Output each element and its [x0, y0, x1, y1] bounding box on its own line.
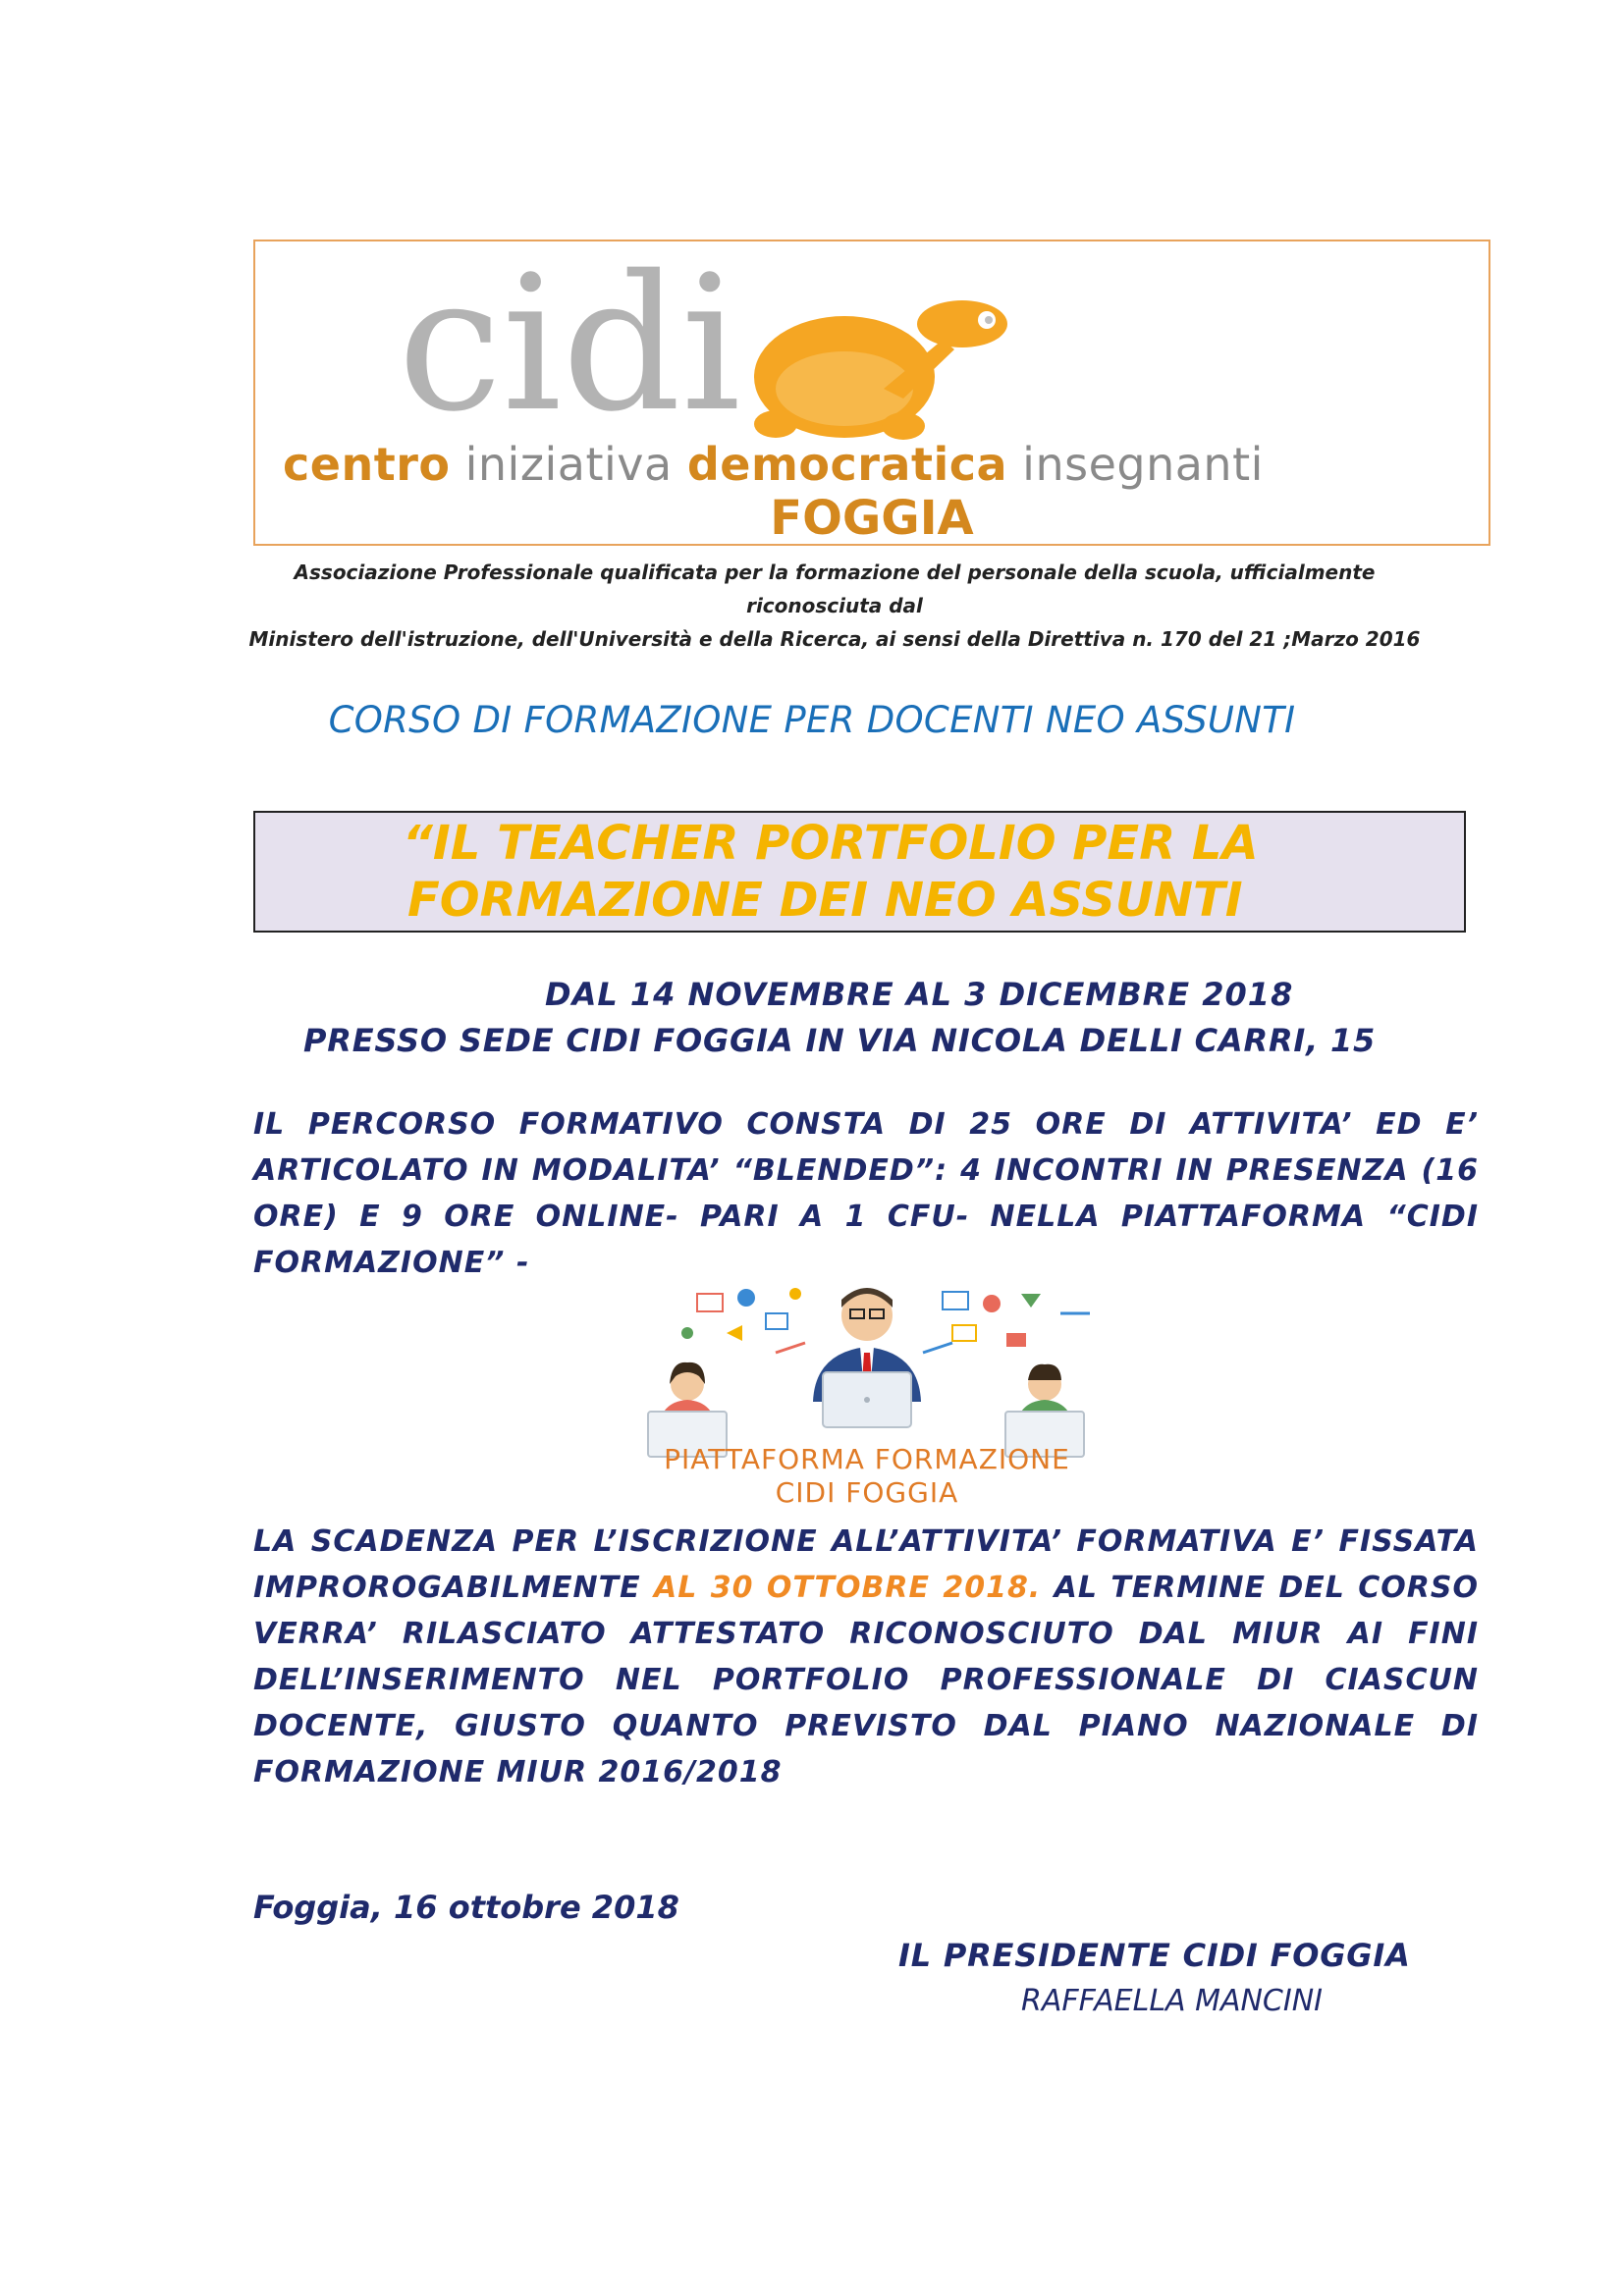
- signature-title: IL PRESIDENTE CIDI FOGGIA: [898, 1937, 1411, 1974]
- logo-subtitle: [283, 438, 1264, 491]
- date-place: Foggia, 16 ottobre 2018: [253, 1889, 679, 1926]
- course-description: IL PERCORSO FORMATIVO CONSTA DI 25 ORE DI ATTIVITA’ ED E’ ARTICOLATO IN MODALITA’ “BLENDED”: 4 INCONTRI IN PRESENZA (16 ORE) E 9 ORE ONLINE- PARI A 1 CFU- NELLA PIATTAFORMA “CIDI FORMAZIONE” -: [253, 1107, 1479, 1280]
- signature-name: RAFFAELLA MANCINI: [1021, 1984, 1324, 2018]
- course-title: CORSO DI FORMAZIONE PER DOCENTI NEO ASSUNTI: [328, 699, 1296, 741]
- platform-sublabel: CIDI FOGGIA: [775, 1476, 959, 1509]
- cidi-wordmark: [398, 241, 741, 453]
- wordmark-text: cidi: [398, 241, 741, 453]
- platform-label: PIATTAFORMA FORMAZIONE: [664, 1443, 1070, 1475]
- enrollment-text-before: LA SCADENZA PER L’ISCRIZIONE ALL’ATTIVITA’ FORMATIVA E’ FISSATA IMPROROGABILMENTE: [253, 1524, 1479, 1605]
- logo-box: [253, 240, 1490, 546]
- association-line-1: Associazione Professionale qualificata per la formazione del personale della scuola, ufficialmente riconosciuta dal: [294, 561, 1376, 617]
- course-name-box: [253, 811, 1466, 933]
- deadline-highlight: AL 30 OTTOBRE 2018.: [654, 1571, 1042, 1605]
- logo-word-iniziativa: iniziativa: [450, 438, 687, 491]
- logo-word-democratica: democratica: [686, 438, 1008, 491]
- logo-word-centro: centro: [283, 438, 451, 491]
- course-dates: DAL 14 NOVEMBRE AL 3 DICEMBRE 2018: [545, 976, 1294, 1013]
- logo-word-insegnanti: insegnanti: [1007, 438, 1264, 491]
- association-statement: [226, 556, 1443, 656]
- course-name-line-2: FORMAZIONE DEI NEO ASSUNTI: [407, 873, 1243, 928]
- association-line-2: Ministero dell'istruzione, dell'Università e della Ricerca, ai sensi della Direttiva n. 170 del 21 ;Marzo 2016: [248, 627, 1421, 651]
- logo-city: FOGGIA: [770, 491, 974, 546]
- teacher-icon: [813, 1288, 921, 1427]
- turtle-icon: [754, 300, 1007, 440]
- enrollment-notice: [253, 1519, 1479, 1795]
- course-venue: PRESSO SEDE CIDI FOGGIA IN VIA NICOLA DELLI CARRI, 15: [303, 1022, 1377, 1059]
- course-name-line-1: “IL TEACHER PORTFOLIO PER LA: [403, 816, 1259, 871]
- enrollment-text-after: AL TERMINE DEL CORSO VERRA’ RILASCIATO ATTESTATO RICONOSCIUTO DAL MIUR AI FINI DELL’INSERIMENTO NEL PORTFOLIO PROFESSIONALE DI CIASCUN DOCENTE, GIUSTO QUANTO PREVISTO DAL PIANO NAZIONALE DI FORMAZIONE MIUR 2016/2018: [253, 1571, 1480, 1789]
